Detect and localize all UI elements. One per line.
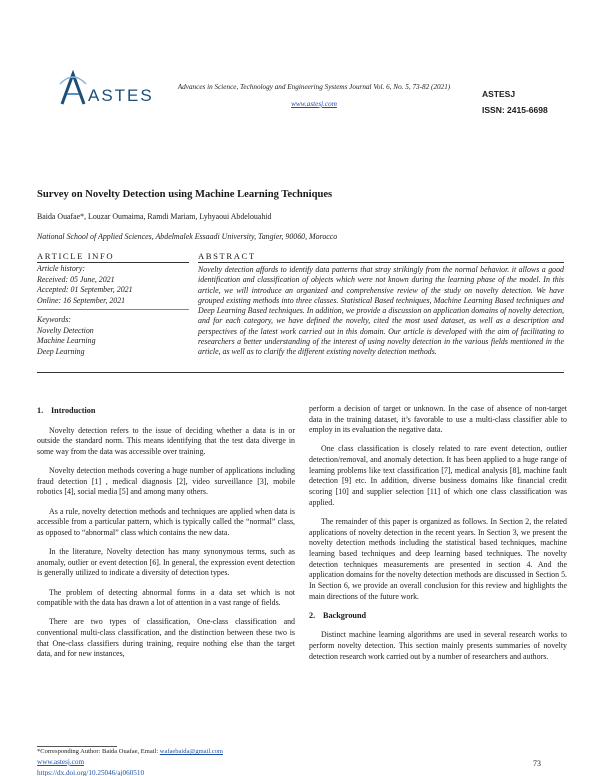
section-number: 1. <box>37 406 44 415</box>
paragraph: There are two types of classification, One-class classification and conventional multi-class classification, and the distinction between these two is that One-class classifiers during training, require nothing else than the target data, and for new instances, <box>37 617 295 659</box>
keywords-block <box>37 315 189 357</box>
journal-brand: ASTESJ <box>482 89 516 99</box>
body-column-right <box>309 404 567 671</box>
abstract-heading: ABSTRACT <box>198 251 564 263</box>
history-accepted: Accepted: 01 September, 2021 <box>37 285 133 294</box>
page-number: 73 <box>533 759 541 768</box>
paragraph: Distinct machine learning algorithms are used in several research works to perform novelty detection. This section mainly presents summaries of novelty detection research work carried out by a number of researchers and authors. <box>309 630 567 661</box>
paper-affiliation: National School of Applied Sciences, Abdelmalek Essaadi University, Tangier, 90060, Morocco <box>37 232 338 241</box>
keyword-item: Novelty Detection <box>37 325 94 335</box>
journal-issn: ISSN: 2415-6698 <box>482 105 548 115</box>
section-number: 2. <box>309 610 316 620</box>
section-title: Background <box>323 610 367 620</box>
article-info-heading: ARTICLE INFO <box>37 251 189 263</box>
footer-url-link[interactable]: www.astesj.com <box>37 758 85 766</box>
journal-url-link[interactable]: www.astesj.com <box>291 100 337 108</box>
history-label: Article history: <box>37 264 85 273</box>
corresponding-author-note <box>37 748 223 755</box>
paragraph: Novelty detection methods covering a huge number of applications including fraud detection [1] , medical diagnosis [2], video surveillance [3], mobile robotics [4], social media [5] and among many others. <box>37 466 295 497</box>
paragraph: perform a decision of target or unknown. In the case of absence of non-target data in the training dataset, it’s favorable to use a multi-class classifier able to employ in its evaluation the negative data. <box>309 404 567 435</box>
journal-logo <box>58 68 154 112</box>
section-heading-background <box>309 611 567 622</box>
section-divider <box>37 372 564 373</box>
paper-authors: Baida Ouafae*, Louzar Oumaima, Ramdi Mariam, Lyhyaoui Abdelouahid <box>37 212 272 221</box>
paragraph: The remainder of this paper is organized as follows. In Section 2, the related applications of novelty detection in the recent years. In Section 3, we present the novelty detection methods including the statistical based techniques, machine learning based techniques and deep learning based techniques. The novelty detection techniques measurements are presented in section 4. And the application domains for the novelty detection methods are discussed in Section 5. In Section 6, we provide an overall conclusion for this review and highlights the main directions of the future work. <box>309 516 567 601</box>
article-history <box>37 264 189 310</box>
logo-text: ASTES <box>88 86 154 105</box>
paragraph: Novelty detection refers to the issue of deciding whether a data is in or outside the standard norm. This means identifying that the test data diverge in some way from the data was accessible over training. <box>37 425 295 456</box>
paragraph: As a rule, novelty detection methods and techniques are applied when data is accessible from a particular pattern, which is typically called the “normal” class, as opposed to “abnormal” class which contains the new data. <box>37 506 295 537</box>
paragraph: The problem of detecting abnormal forms in a data set which is not compatible with the data has drawn a lot of attention in a vast range of fields. <box>37 587 295 608</box>
corresponding-author-label: *Corresponding Author: Baida Ouafae, Email: <box>37 748 159 755</box>
history-received: Received: 05 June, 2021 <box>37 274 115 284</box>
keywords-label: Keywords: <box>37 315 71 324</box>
abstract-text: Novelty detection affords to identify data patterns that stray strikingly from the normal behavior. it allows a good identification and classification of objects which were not known during the learning phase of the model. In this article, we will introduce an organized and comprehensive review of the study on novelty detection. We have grouped existing methods into three classes. Statistical Based techniques, Machine Learning Based techniques and Deep Learning Based techniques. In addition, we provide a discussion on application domains of novelty detection, and for each category, we have defined the novelty, cited the most used dataset, as well as a description and perspectives of the latest work carried out in this domain. Our article is developed with the aim of facilitating to researchers a better understanding of the interest of using novelty detection in the various fields mentioned in the article, as well as to clarify the different existing novelty detection methods. <box>198 265 564 356</box>
corresponding-email-link[interactable]: wafaebaida@gmail.com <box>159 748 223 755</box>
section-heading-introduction <box>37 406 295 417</box>
paragraph: In the literature, Novelty detection has many synonymous terms, such as anomaly, outlier or event detection [6]. In general, the expression event detection is generally utilized to indicate a diversity of detection types. <box>37 547 295 578</box>
paper-title: Survey on Novelty Detection using Machine Learning Techniques <box>37 189 333 200</box>
body-column-left <box>37 406 295 668</box>
journal-citation: Advances in Science, Technology and Engineering Systems Journal Vol. 6, No. 5, 73-82 (2021) <box>177 83 451 91</box>
paragraph: One class classification is closely related to rare event detection, outlier detection/removal, and anomaly detection. It has been applied to a huge range of learning problems like text classification [7], medical analysis [8], machine fault detection [9] etc. In addition, diverse business domains like financial credit scoring [10] and supplier selection [11] of which one class classification was applied. <box>309 444 567 507</box>
footnote-divider <box>37 746 117 747</box>
keyword-item: Deep Learning <box>37 346 85 356</box>
doi-link[interactable]: https://dx.doi.org/10.25046/aj060510 <box>37 769 145 776</box>
section-title: Introduction <box>51 406 96 415</box>
keyword-item: Machine Learning <box>37 336 96 345</box>
history-online: Online: 16 September, 2021 <box>37 295 126 305</box>
logo-mark-icon <box>58 68 88 108</box>
